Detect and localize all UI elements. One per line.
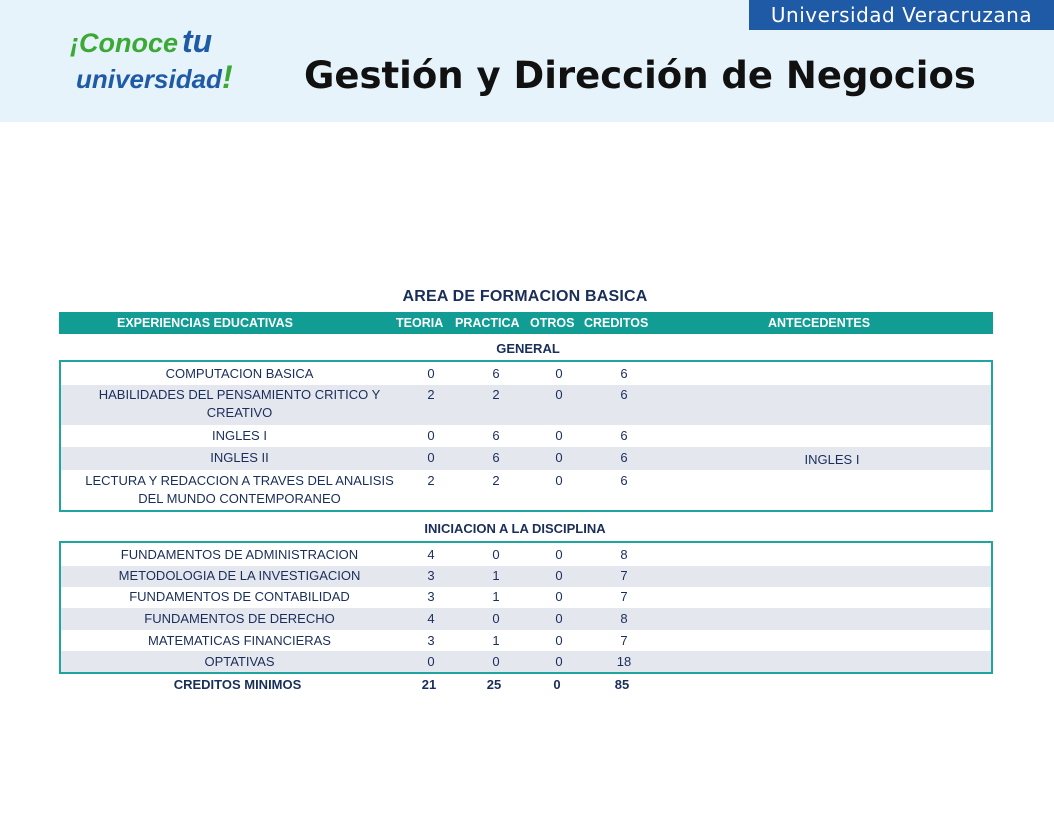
creditos-value: 7 bbox=[620, 633, 628, 648]
creditos-value: 6 bbox=[620, 450, 628, 465]
practica-value: 1 bbox=[492, 568, 500, 583]
column-header: CREDITOS bbox=[584, 316, 649, 330]
logo-line-1: ¡Conoce tu bbox=[70, 23, 213, 59]
table-row bbox=[61, 545, 991, 566]
otros-value: 0 bbox=[555, 366, 563, 381]
creditos-value: 8 bbox=[620, 547, 628, 562]
creditos-value: 7 bbox=[620, 568, 628, 583]
column-header: OTROS bbox=[530, 316, 575, 330]
practica-value: 6 bbox=[492, 450, 500, 465]
course-name: COMPUTACION BASICA bbox=[165, 366, 314, 381]
teoria-value: 4 bbox=[427, 547, 435, 562]
creditos-value: 8 bbox=[620, 611, 628, 626]
course-name: FUNDAMENTOS DE ADMINISTRACION bbox=[120, 547, 359, 562]
table-row bbox=[61, 566, 991, 587]
table-row bbox=[61, 651, 991, 672]
creditos-value: 6 bbox=[620, 428, 628, 443]
teoria-value: 3 bbox=[427, 589, 435, 604]
course-name: MATEMATICAS FINANCIERAS bbox=[148, 633, 331, 648]
course-name: INGLES II bbox=[210, 450, 269, 465]
otros-value: 0 bbox=[555, 568, 563, 583]
otros-value: 0 bbox=[555, 611, 563, 626]
otros-value: 0 bbox=[555, 473, 563, 488]
practica-value: 1 bbox=[492, 633, 500, 648]
logo-line-2: universidad! bbox=[76, 59, 233, 95]
group-iniciacion-disciplina bbox=[59, 541, 993, 674]
table-row bbox=[61, 587, 991, 608]
table-row bbox=[61, 470, 991, 510]
table-row bbox=[61, 425, 991, 447]
totals-label: CREDITOS MINIMOS bbox=[173, 677, 302, 692]
group-label-general: GENERAL bbox=[496, 341, 560, 356]
page-title: Gestión y Dirección de Negocios bbox=[304, 54, 976, 97]
practica-value: 1 bbox=[492, 589, 500, 604]
practica-value: 0 bbox=[492, 654, 500, 669]
creditos-value: 7 bbox=[620, 589, 628, 604]
table-title: AREA DE FORMACION BASICA bbox=[402, 288, 648, 305]
teoria-value: 0 bbox=[427, 654, 435, 669]
teoria-value: 0 bbox=[427, 450, 435, 465]
course-name: INGLES I bbox=[212, 428, 267, 443]
total-teoria: 21 bbox=[421, 677, 437, 692]
column-header: PRACTICA bbox=[455, 316, 520, 330]
antecedentes-value: INGLES I bbox=[804, 452, 860, 467]
column-header: ANTECEDENTES bbox=[768, 316, 871, 330]
group-general bbox=[59, 360, 993, 512]
total-otros: 0 bbox=[553, 677, 561, 692]
otros-value: 0 bbox=[555, 589, 563, 604]
practica-value: 6 bbox=[492, 366, 500, 381]
column-header: EXPERIENCIAS EDUCATIVAS bbox=[117, 316, 293, 330]
otros-value: 0 bbox=[555, 547, 563, 562]
university-brand-bar: Universidad Veracruzana bbox=[749, 0, 1054, 30]
teoria-value: 0 bbox=[427, 366, 435, 381]
course-name: LECTURA Y REDACCION A TRAVES DEL ANALISIS DEL MUNDO CONTEMPORANEO bbox=[85, 473, 394, 506]
creditos-value: 18 bbox=[616, 654, 632, 669]
table-row bbox=[61, 385, 991, 425]
course-name: OPTATIVAS bbox=[204, 654, 275, 669]
table-row bbox=[61, 447, 991, 470]
course-name: FUNDAMENTOS DE DERECHO bbox=[144, 611, 335, 626]
table-row bbox=[61, 608, 991, 630]
creditos-value: 6 bbox=[620, 473, 628, 488]
creditos-value: 6 bbox=[620, 366, 628, 381]
teoria-value: 2 bbox=[427, 473, 435, 488]
teoria-value: 4 bbox=[427, 611, 435, 626]
practica-value: 0 bbox=[492, 547, 500, 562]
teoria-value: 3 bbox=[427, 633, 435, 648]
column-header: TEORIA bbox=[396, 316, 444, 330]
course-name: METODOLOGIA DE LA INVESTIGACION bbox=[118, 568, 361, 583]
total-creditos: 85 bbox=[614, 677, 630, 692]
conoce-tu-universidad-logo bbox=[70, 24, 270, 98]
totals-row bbox=[59, 675, 993, 695]
creditos-value: 6 bbox=[620, 387, 628, 402]
course-name: HABILIDADES DEL PENSAMIENTO CRITICO Y CREATIVO bbox=[98, 387, 381, 420]
teoria-value: 3 bbox=[427, 568, 435, 583]
total-practica: 25 bbox=[486, 677, 502, 692]
otros-value: 0 bbox=[555, 654, 563, 669]
group-label-iniciacion: INICIACION A LA DISCIPLINA bbox=[424, 521, 606, 536]
practica-value: 2 bbox=[492, 387, 500, 402]
otros-value: 0 bbox=[555, 633, 563, 648]
practica-value: 0 bbox=[492, 611, 500, 626]
otros-value: 0 bbox=[555, 450, 563, 465]
otros-value: 0 bbox=[555, 387, 563, 402]
course-name: FUNDAMENTOS DE CONTABILIDAD bbox=[129, 589, 350, 604]
practica-value: 6 bbox=[492, 428, 500, 443]
table-row bbox=[61, 630, 991, 651]
practica-value: 2 bbox=[492, 473, 500, 488]
table-row bbox=[61, 364, 991, 385]
teoria-value: 2 bbox=[427, 387, 435, 402]
teoria-value: 0 bbox=[427, 428, 435, 443]
table-header bbox=[59, 312, 993, 334]
otros-value: 0 bbox=[555, 428, 563, 443]
